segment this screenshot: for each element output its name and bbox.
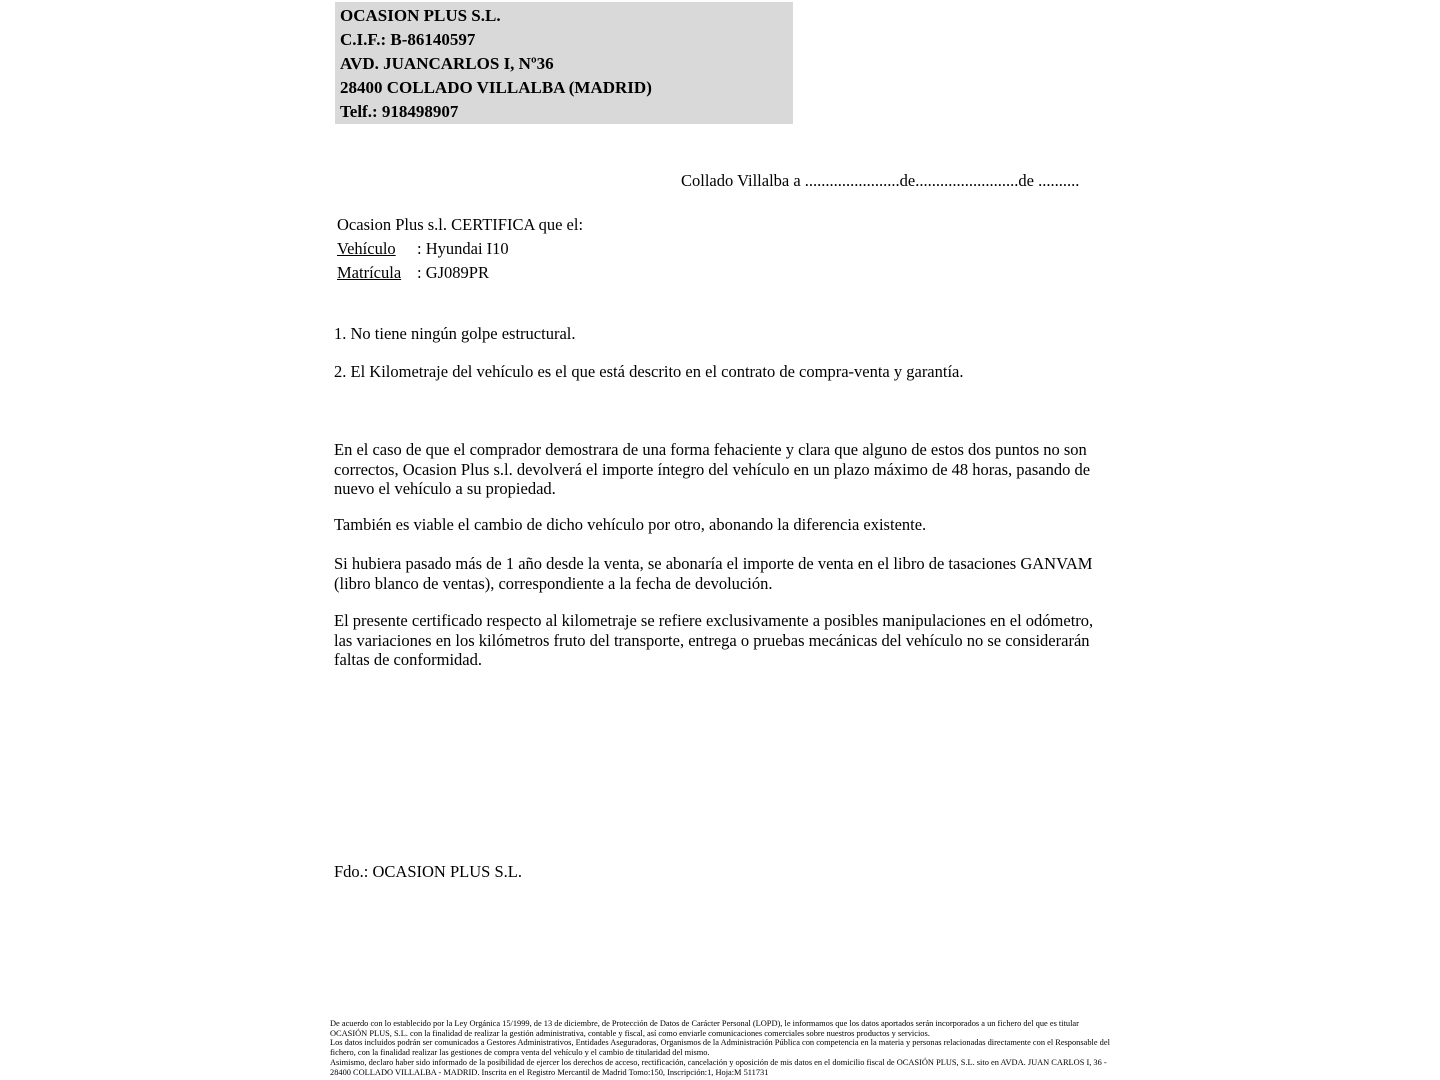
company-name: OCASION PLUS S.L.	[340, 6, 501, 25]
paragraph-ganvam: Si hubiera pasado más de 1 año desde la venta, se abonaría el importe de venta en el libro de tasaciones GANVAM (libro blanco de ventas), correspondiente a la fecha de devolución.	[334, 554, 1093, 593]
vehicle-row	[337, 237, 583, 261]
company-phone: Telf.: 918498907	[340, 102, 459, 121]
fineprint-paragraph-data-sharing: Los datos incluidos podrán ser comunicados a Gestores Administrativos, Entidades Aseguradoras, Organismos de la Administración Pública con competencia en la materia y personas relacionadas directamente con el Responsable del fichero, con la finalidad realizar las gestiones de compra venta del vehículo y el cambio de titularidad del mismo.	[330, 1038, 1110, 1058]
plate-row	[337, 261, 583, 285]
fineprint-paragraph-lopd: De acuerdo con lo establecido por la Ley Orgánica 15/1999, de 13 de diciembre, de Protección de Datos de Carácter Personal (LOPD), le informamos que los datos aportados serán incorporados a un fichero del que es titular OCASIÓN PLUS, S.L. con la finalidad de realizar la gestión administrativa, contable y fiscal, así como enviarle comunicaciones comerciales sobre nuestros productos y servicios.	[330, 1019, 1079, 1038]
fineprint-paragraph-rights: Asimismo, declaro haber sido informado de la posibilidad de ejercer los derechos de acceso, rectificación, cancelación y oposición de mis datos en el domicilio fiscal de OCASIÓN PLUS, S.L. sito en AVDA. JUAN CARLOS I, 36 - 28400 COLLADO VILLALBA - MADRID. Inscrita en el Registro Mercantil de Madrid Tomo:150, Inscripción:1, Hoja:M 511731	[330, 1057, 1107, 1077]
date-line: Collado Villalba a .......................de.........................de ..........	[681, 171, 1080, 190]
company-cif: C.I.F.: B-86140597	[340, 30, 476, 49]
clause-mileage: 2. El Kilometraje del vehículo es el que está descrito en el contrato de compra-venta y garantía.	[334, 362, 964, 381]
company-header-block	[335, 2, 793, 124]
signature-line: Fdo.: OCASION PLUS S.L.	[334, 862, 522, 881]
certificate-intro: Ocasion Plus s.l. CERTIFICA que el:	[337, 215, 584, 234]
paragraph-odometer: El presente certificado respecto al kilometraje se refiere exclusivamente a posibles manipulaciones en el odómetro, las variaciones en los kilómetros fruto del transporte, entrega o pruebas mecánicas del vehículo no se considerarán faltas de conformidad.	[334, 611, 1094, 669]
company-address: AVD. JUANCARLOS I, Nº36	[340, 54, 554, 73]
certificate-block	[337, 213, 583, 285]
paragraph-exchange: También es viable el cambio de dicho vehículo por otro, abonando la diferencia existente.	[334, 515, 927, 534]
plate-label: Matrícula	[337, 263, 402, 282]
vehicle-value: : Hyundai I10	[417, 239, 509, 258]
clause-structural: 1. No tiene ningún golpe estructural.	[334, 324, 576, 343]
paragraph-refund: En el caso de que el comprador demostrara de una forma fehaciente y clara que alguno de estos dos puntos no son correctos, Ocasion Plus s.l. devolverá el importe íntegro del vehículo en un plazo máximo de 48 horas, pasando de nuevo el vehículo a su propiedad.	[334, 440, 1091, 498]
plate-value: : GJ089PR	[417, 263, 489, 282]
legal-fineprint	[330, 1019, 1115, 1077]
company-city: 28400 COLLADO VILLALBA (MADRID)	[340, 78, 652, 97]
vehicle-label: Vehículo	[337, 239, 396, 258]
